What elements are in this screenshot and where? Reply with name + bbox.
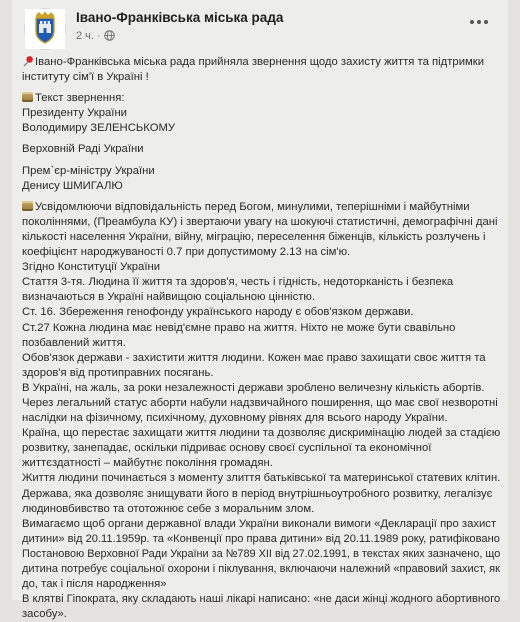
post-line: Володимиру ЗЕЛЕНСЬКОМУ	[22, 122, 176, 135]
post-line: Життя людини починається з моменту злиття батьківської та материнської статевих клітин.	[22, 472, 501, 485]
post-line: до, так і після народження»	[22, 578, 167, 591]
post-line: Обов'язок держави - захистити життя людини. Кожен має право захищати своє життя та	[22, 351, 486, 364]
post-line: життєздатності – майбутнє покоління громадян.	[22, 457, 273, 470]
post-line: Верховній Раді України	[22, 143, 144, 156]
post-line: Країна, що перестає захищати життя людини та дозволяє дискримінацію людей за стадією	[22, 427, 501, 440]
more-options-button[interactable]	[464, 12, 494, 32]
post-time[interactable]: 2 ч.	[76, 30, 94, 42]
post-line: визначаються в Україні найвищою соціальною цінністю.	[22, 291, 316, 304]
post-card	[12, 0, 508, 621]
post-header	[24, 6, 494, 50]
post-line: кількості населення України, війну, міграцію, переселення біженців, кількість розлучень і	[22, 230, 486, 243]
post-line: здоров'я від протиправних посягань.	[22, 366, 214, 379]
scroll-icon	[22, 201, 33, 211]
post-line: В Україні, на жаль, за роки незалежності держави зроблено величезну кількість абортів.	[22, 381, 485, 394]
post-line: Івано-Франківська міська рада прийняла звернення щодо захисту життя та підтримки	[22, 55, 500, 70]
post-line: Постановою Верховної Ради України за №789 XII від 27.02.1991, в текстах яких зазначено, що	[22, 547, 501, 560]
post-line: людиновбивство та ототожнює себе з моральним злом.	[22, 502, 315, 515]
post-line: коефіцієнт народжуваності 0.7 при допустимому 2.13 на сім'ю.	[22, 246, 351, 259]
post-line: Текст звернення:	[22, 91, 500, 106]
post-line: поколіннями, (Преамбула КУ) і звертаючи увагу на шокуючі статистичні, демографічні дані	[22, 215, 498, 228]
post-line: інституту сім'ї в Україні !	[22, 71, 149, 84]
post-line: В клятві Гіпократа, яку складають наші лікарі написано: «не даси жінці жодного абортивного	[22, 593, 501, 606]
post-line: Через легальний статус аборти набули надзвичайного поширення, що має свої незворотні	[22, 396, 498, 409]
post-line: Згідно Конституції України	[22, 261, 161, 274]
post-line: наслідки на фізичному, психічному, духовному рівнях для всього народу України.	[22, 412, 448, 425]
more-dots-icon	[470, 20, 474, 24]
globe-icon	[104, 30, 115, 44]
post-line: Держава, яка дозволяє знищувати його в період внутрішньоутробного розвитку, легалізує	[22, 487, 493, 500]
post-line: Ст. 16. Збереження генофонду українського народу є обов'язком держави.	[22, 306, 414, 319]
post-meta	[76, 30, 115, 44]
post-line: засобу».	[22, 608, 67, 621]
post-line: Ст.27 Кожна людина має невід'ємне право на життя. Ніхто не може бути свавільно	[22, 321, 456, 334]
post-line: Президенту України	[22, 107, 127, 120]
post-line: Стаття 3-тя. Людина її життя та здоров'я, честь і гідність, недоторканість і безпека	[22, 276, 454, 289]
meta-separator: ·	[96, 30, 101, 42]
post-line: позбавлений життя.	[22, 336, 126, 349]
post-line: розвитку, занепадає, оскільки підриває основу своєї суспільної та економічної	[22, 442, 432, 455]
page-name[interactable]: Івано-Франківська міська рада	[76, 10, 284, 25]
post-line: дитини» від 20.11.1959р. та «Конвенції про права дитини» від 20.11.1989 року, ратифіковано	[22, 532, 500, 545]
avatar[interactable]	[24, 8, 66, 50]
post-line: Денису ШМИГАЛЮ	[22, 179, 123, 192]
post-line: Усвідомлюючи відповідальність перед Богом, минулими, теперішніми і майбутніми	[22, 200, 500, 215]
post-line: дитина потребує соціальної охорони і піклування, включаючи належний «правовий захист, як	[22, 563, 500, 575]
scroll-icon	[22, 92, 33, 102]
post-line: Вимагаємо щоб органи державної влади України виконали вимоги «Декларації про захист	[22, 517, 497, 530]
city-coat-of-arms-icon	[25, 9, 65, 49]
post-text	[22, 55, 500, 622]
post-line: Прем`єр-міністру України	[22, 164, 155, 177]
